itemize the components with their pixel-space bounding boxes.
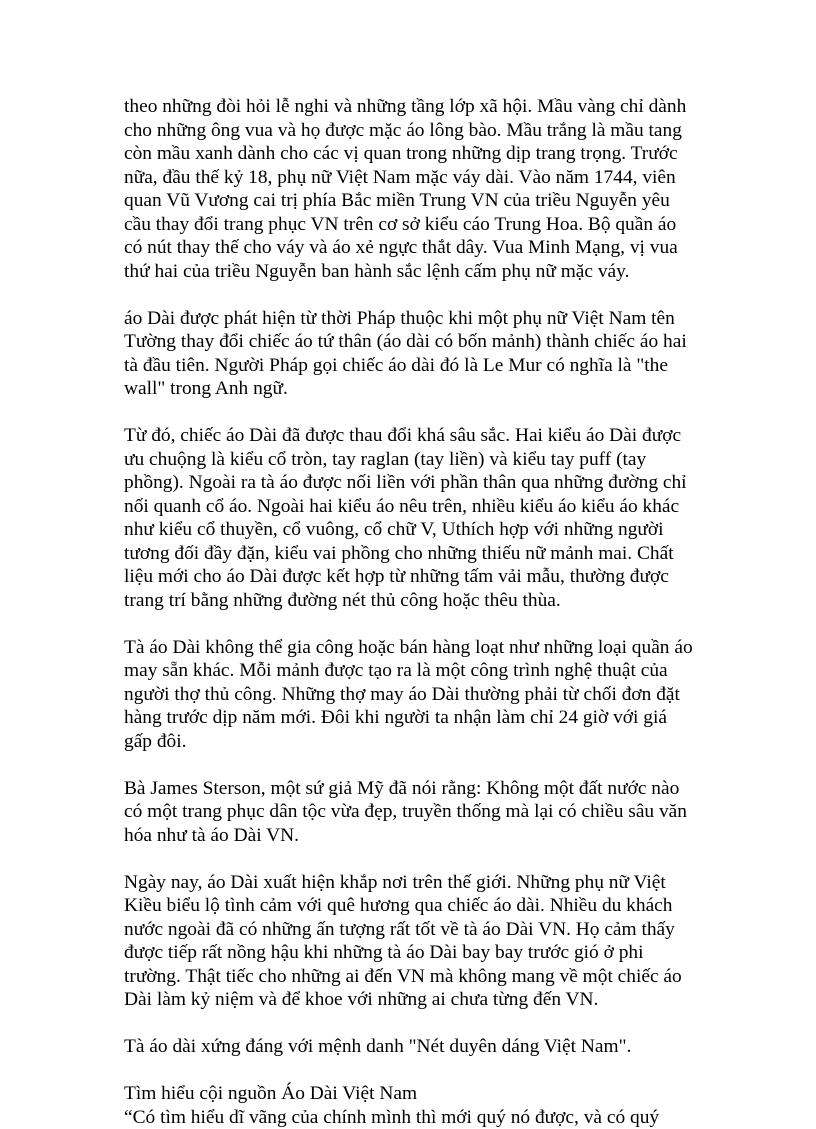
text-line: được tiếp rất nồng hậu khi những tà áo Dài bay bay trước gió ở phi — [124, 941, 714, 965]
text-line: tà đầu tiên. Người Pháp gọi chiếc áo dài đó là Le Mur có nghĩa là "the — [124, 354, 714, 378]
paragraph — [124, 424, 714, 612]
paragraph — [124, 307, 714, 401]
text-line: nối quanh cổ áo. Ngoài hai kiểu áo nêu trên, nhiều kiểu áo kiểu áo khác — [124, 495, 714, 519]
text-line: tương đối đầy đặn, kiểu vai phồng cho những thiếu nữ mảnh mai. Chất — [124, 542, 714, 566]
paragraph-gap — [124, 612, 714, 636]
text-line: Kiều biểu lộ tình cảm với quê hương qua chiếc áo dài. Nhiều du khách — [124, 894, 714, 918]
text-line: cho những ông vua và họ được mặc áo lông bào. Mầu trắng là mầu tang — [124, 119, 714, 143]
text-line: hóa như tà áo Dài VN. — [124, 824, 714, 848]
text-line: ưu chuộng là kiểu cổ tròn, tay raglan (tay liền) và kiểu tay puff (tay — [124, 448, 714, 472]
text-line: quan Vũ Vương cai trị phía Bắc miền Trung VN của triều Nguyễn yêu — [124, 189, 714, 213]
text-line: áo Dài được phát hiện từ thời Pháp thuộc khi một phụ nữ Việt Nam tên — [124, 307, 714, 331]
text-line: nữa, đầu thế kỷ 18, phụ nữ Việt Nam mặc váy dài. Vào năm 1744, viên — [124, 166, 714, 190]
paragraph — [124, 777, 714, 848]
paragraph-gap — [124, 1012, 714, 1036]
paragraph-gap — [124, 753, 714, 777]
text-line: gấp đôi. — [124, 730, 714, 754]
text-line: còn mầu xanh dành cho các vị quan trong những dịp trang trọng. Trước — [124, 142, 714, 166]
text-line: wall" trong Anh ngữ. — [124, 377, 714, 401]
paragraph-gap — [124, 283, 714, 307]
paragraph — [124, 1035, 714, 1059]
text-line: Dài làm kỷ niệm và để khoe với những ai chưa từng đến VN. — [124, 988, 714, 1012]
paragraph-gap — [124, 1059, 714, 1083]
text-line: trang trí bằng những đường nét thủ công hoặc thêu thùa. — [124, 589, 714, 613]
text-line: Bà James Sterson, một sứ giả Mỹ đã nói rằng: Không một đất nước nào — [124, 777, 714, 801]
text-line: Tà áo dài xứng đáng với mệnh danh "Nét duyên dáng Việt Nam". — [124, 1035, 714, 1059]
paragraph-gap — [124, 847, 714, 871]
text-line: Ngày nay, áo Dài xuất hiện khắp nơi trên thế giới. Những phụ nữ Việt — [124, 871, 714, 895]
text-line: theo những đòi hỏi lễ nghi và những tầng lớp xã hội. Mầu vàng chỉ dành — [124, 95, 714, 119]
text-line: hàng trước dịp năm mới. Đôi khi người ta nhận làm chỉ 24 giờ với giá — [124, 706, 714, 730]
paragraph — [124, 636, 714, 754]
paragraph — [124, 871, 714, 1012]
text-line: phồng). Ngoài ra tà áo được nối liền với phần thân qua những đường chỉ — [124, 471, 714, 495]
text-line: Từ đó, chiếc áo Dài đã được thau đổi khá sâu sắc. Hai kiểu áo Dài được — [124, 424, 714, 448]
text-line: “Có tìm hiểu dĩ vãng của chính mình thì mới quý nó được, và có quý — [124, 1106, 714, 1129]
text-line: người thợ thủ công. Những thợ may áo Dài thường phải từ chối đơn đặt — [124, 683, 714, 707]
document-body — [124, 95, 714, 1129]
text-line: cầu thay đổi trang phục VN trên cơ sở kiểu cáo Trung Hoa. Bộ quần áo — [124, 213, 714, 237]
text-line: thứ hai của triều Nguyễn ban hành sắc lệnh cấm phụ nữ mặc váy. — [124, 260, 714, 284]
paragraph — [124, 1082, 714, 1129]
text-line: Tường thay đổi chiếc áo tứ thân (áo dài có bốn mảnh) thành chiếc áo hai — [124, 330, 714, 354]
text-line: Tà áo Dài không thể gia công hoặc bán hàng loạt như những loại quần áo — [124, 636, 714, 660]
text-line: nước ngoài đã có những ấn tượng rất tốt về tà áo Dài VN. Họ cảm thấy — [124, 918, 714, 942]
text-line: trường. Thật tiếc cho những ai đến VN mà không mang về một chiếc áo — [124, 965, 714, 989]
text-line: có một trang phục dân tộc vừa đẹp, truyền thống mà lại có chiều sâu văn — [124, 800, 714, 824]
paragraph-gap — [124, 401, 714, 425]
text-line: Tìm hiểu cội nguồn Áo Dài Việt Nam — [124, 1082, 714, 1106]
text-line: có nút thay thế cho váy và áo xẻ ngực thắt dây. Vua Minh Mạng, vị vua — [124, 236, 714, 260]
text-line: liệu mới cho áo Dài được kết hợp từ những tấm vải mẫu, thường được — [124, 565, 714, 589]
text-line: như kiểu cổ thuyền, cổ vuông, cổ chữ V, Uthích hợp với những người — [124, 518, 714, 542]
text-line: may sẵn khác. Mỗi mảnh được tạo ra là một công trình nghệ thuật của — [124, 659, 714, 683]
paragraph — [124, 95, 714, 283]
